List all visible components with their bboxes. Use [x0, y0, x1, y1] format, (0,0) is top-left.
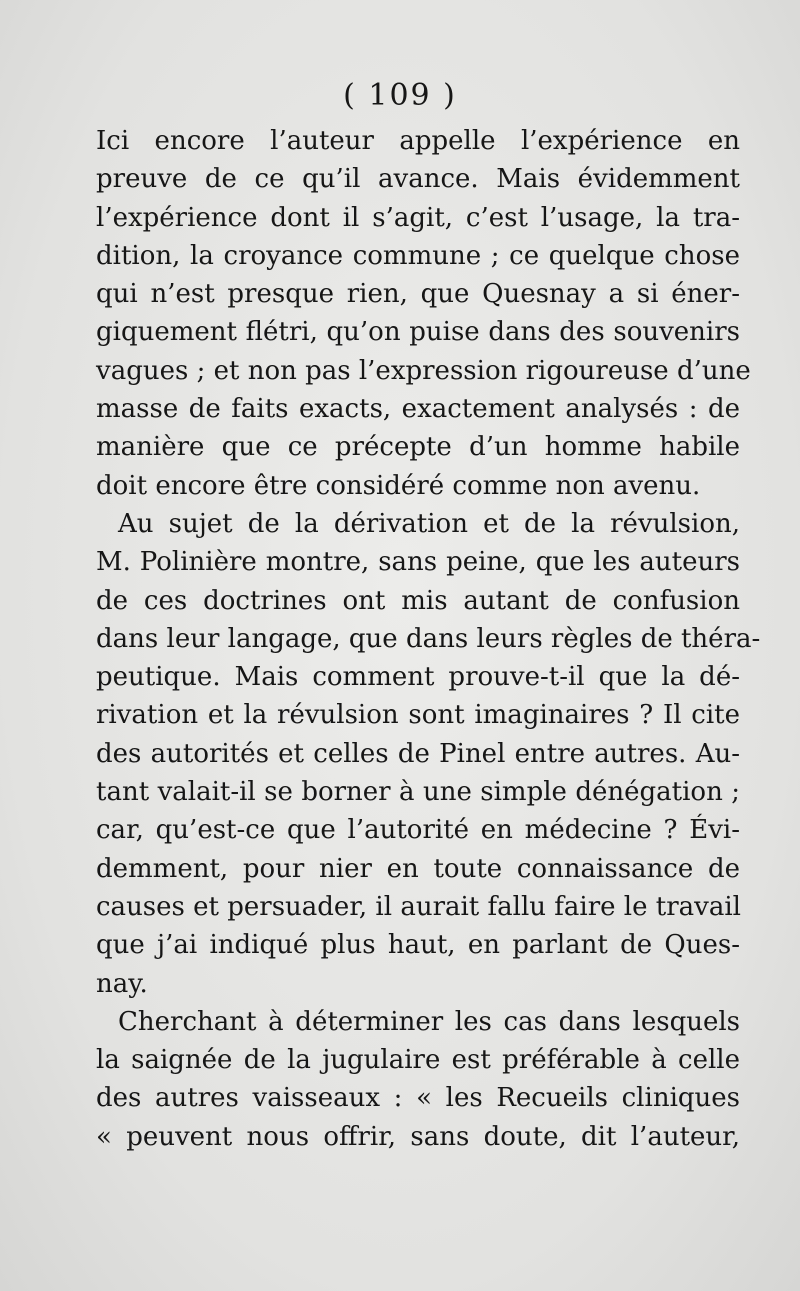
- text-line: vagues ; et non pas l’expression rigoureuse d’une: [96, 355, 751, 386]
- text-line: des autres vaisseaux : « les Recueils cliniques: [96, 1083, 740, 1114]
- text-line: tant valait-il se borner à une simple dénégation ;: [96, 777, 740, 808]
- text-line: dans leur langage, que dans leurs règles de théra-: [96, 623, 761, 654]
- text-line: de ces doctrines ont mis autant de confusion: [96, 585, 740, 616]
- text-line: causes et persuader, il aurait fallu faire le travail: [96, 891, 741, 922]
- text-line: M. Polinière montre, sans peine, que les auteurs: [96, 547, 740, 578]
- text-line: des autorités et celles de Pinel entre autres. Au-: [96, 738, 740, 769]
- page-number: ( 109 ): [343, 78, 457, 113]
- text-line: car, qu’est-ce que l’autorité en médecine ? Évi-: [96, 815, 740, 846]
- text-line: Au sujet de la dérivation et de la révulsion,: [118, 508, 740, 539]
- text-line: qui n’est presque rien, que Quesnay a si éner-: [96, 279, 740, 310]
- text-line: nay.: [96, 968, 148, 999]
- text-line: dition, la croyance commune ; ce quelque chose: [96, 240, 740, 271]
- text-line: masse de faits exacts, exactement analysés : de: [96, 394, 740, 425]
- text-line: « peuvent nous offrir, sans doute, dit l’auteur,: [96, 1121, 740, 1152]
- body-text: [96, 122, 761, 1156]
- text-line: manière que ce précepte d’un homme habile: [96, 432, 740, 463]
- text-line: Cherchant à déterminer les cas dans lesquels: [118, 1006, 740, 1037]
- text-line: Ici encore l’auteur appelle l’expérience en: [96, 126, 740, 156]
- text-line: la saignée de la jugulaire est préférable à celle: [96, 1045, 740, 1076]
- text-line: doit encore être considéré comme non avenu.: [96, 470, 701, 501]
- text-line: peutique. Mais comment prouve-t-il que la dé-: [96, 662, 740, 693]
- text-line: preuve de ce qu’il avance. Mais évidemment: [96, 164, 740, 195]
- text-line: rivation et la révulsion sont imaginaires ? Il cite: [96, 700, 740, 731]
- text-line: demment, pour nier en toute connaissance de: [96, 853, 740, 884]
- text-line: giquement flétri, qu’on puise dans des souvenirs: [96, 317, 740, 348]
- text-line: l’expérience dont il s’agit, c’est l’usage, la tra-: [96, 202, 740, 233]
- text-line: que j’ai indiqué plus haut, en parlant de Ques-: [96, 930, 740, 961]
